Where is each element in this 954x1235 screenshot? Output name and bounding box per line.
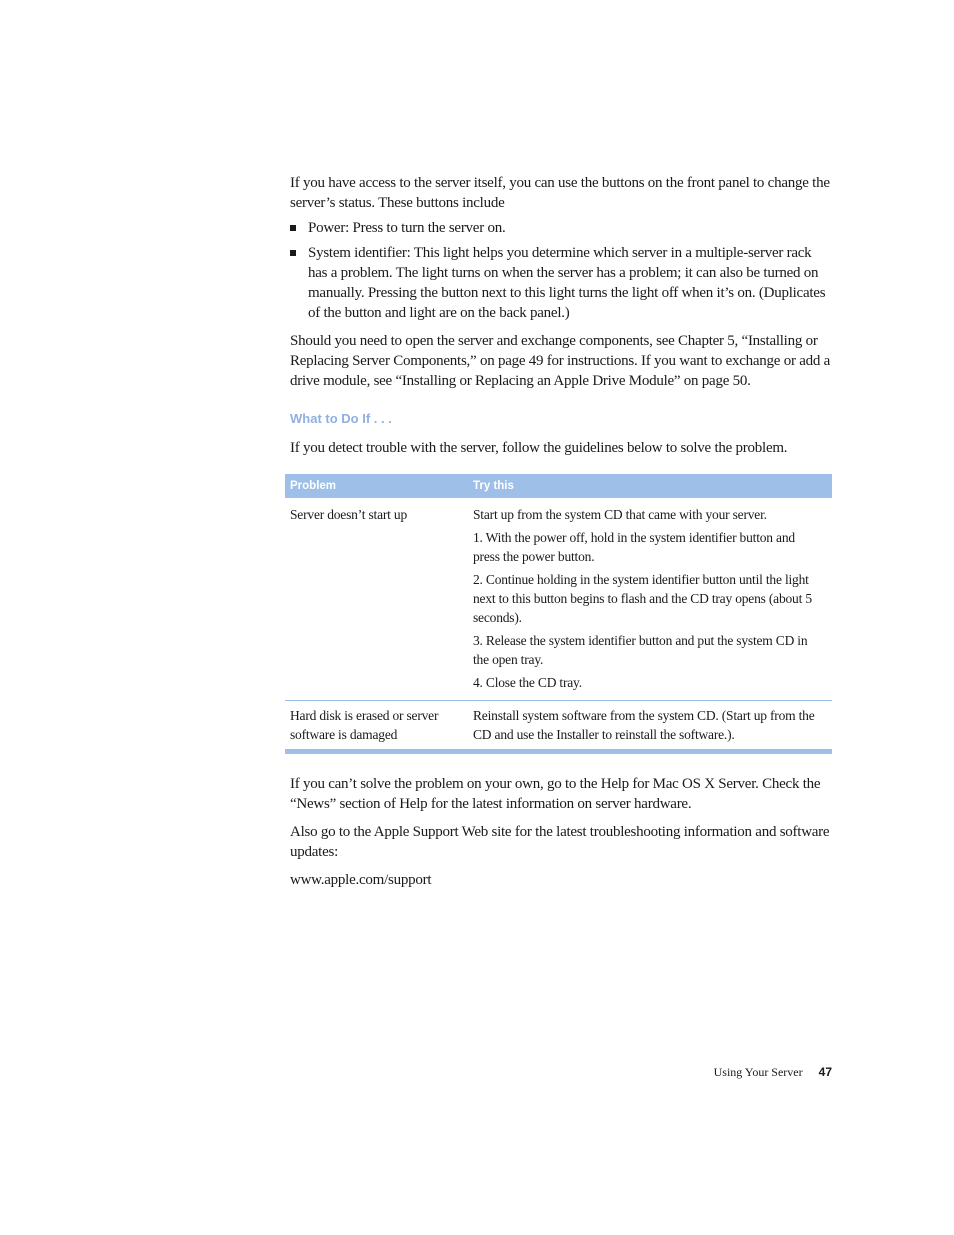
list-item [290, 218, 832, 238]
help-paragraph: If you can’t solve the problem on your own, go to the Help for Mac OS X Server. Check the “News” section of Help for the latest information on server hardware. [290, 776, 821, 812]
troubleshooting-table [285, 474, 832, 754]
solution-step: 1. With the power off, hold in the system identifier button and press the power button. [473, 530, 795, 564]
bullet-square-icon [290, 225, 296, 231]
page-footer [714, 1064, 832, 1080]
page-content [290, 173, 832, 890]
solution-step: 2. Continue holding in the system identifier button until the light next to this button begins to flash and the CD tray opens (about 5 seconds). [473, 572, 812, 625]
section-intro: If you detect trouble with the server, follow the guidelines below to solve the problem. [290, 440, 788, 456]
problem-cell: Hard disk is erased or server software is damaged [285, 701, 468, 752]
support-paragraph: Also go to the Apple Support Web site for the latest troubleshooting information and software updates: [290, 824, 830, 860]
solution-cell [468, 701, 832, 752]
bullet-square-icon [290, 250, 296, 256]
solution-step: 3. Release the system identifier button and put the system CD in the open tray. [473, 633, 808, 667]
footer-chapter-title: Using Your Server [713, 1065, 803, 1079]
support-url: www.apple.com/support [290, 872, 432, 888]
solution-cell [468, 498, 832, 701]
solution-step: 4. Close the CD tray. [473, 675, 582, 690]
problem-cell: Server doesn’t start up [285, 498, 468, 701]
bullet-text-system-identifier: System identifier: This light helps you determine which server in a multiple-server rack has a problem. The light turns on when the server has a problem; it can also be turned on manually. Pressing the button next to this light turns the light off when it’s on. (Duplicates of the button and light are on the back panel.) [308, 245, 826, 321]
table-header-row [285, 474, 832, 498]
bullet-text-power: Power: Press to turn the server on. [308, 220, 506, 236]
intro-paragraph: If you have access to the server itself, you can use the buttons on the front panel to change the server’s status. These buttons include [290, 175, 830, 211]
column-header-problem: Problem [285, 474, 468, 498]
table-row [285, 701, 832, 752]
open-server-paragraph: Should you need to open the server and exchange components, see Chapter 5, “Installing or Replacing Server Components,” on page 49 for instructions. If you want to exchange or add a drive module, see “Installing or Replacing an Apple Drive Module” on page 50. [290, 333, 831, 389]
solution-line: Reinstall system software from the system CD. (Start up from the CD and use the Installer to reinstall the software.). [473, 708, 815, 742]
table-row [285, 498, 832, 701]
button-list [290, 218, 832, 323]
column-header-try-this: Try this [468, 474, 832, 498]
solution-line: Start up from the system CD that came with your server. [473, 507, 767, 522]
list-item [290, 243, 832, 323]
page-number: 47 [818, 1065, 832, 1079]
section-heading: What to Do If . . . [290, 411, 392, 426]
